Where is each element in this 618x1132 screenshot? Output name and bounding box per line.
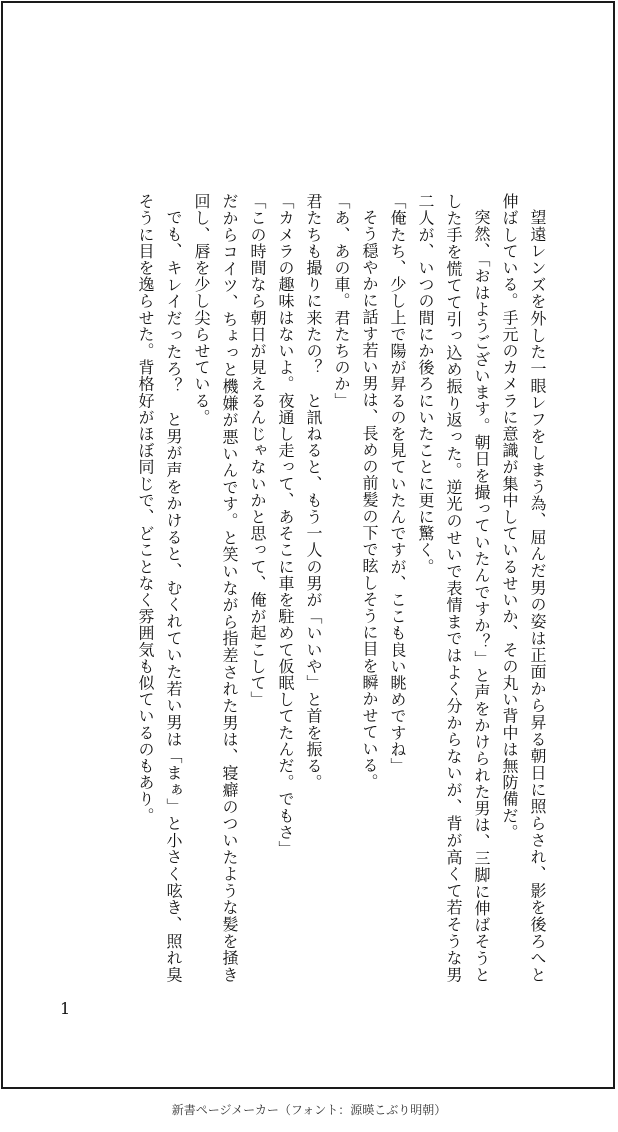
book-page [1, 1, 615, 1089]
footer-caption: 新書ページメーカー（フォント：源暎こぶり明朝） [171, 1103, 447, 1117]
dialogue-paragraph: 「俺たち、少し上で陽が昇るのを見ていたんですが、ここも良い眺めですね」 [388, 193, 407, 774]
paragraph: だからコイツ、ちょっと機嫌が悪いんです。と笑いながら指差された男は、寝癖のついたような髪を掻き回し、唇を少し尖らせている。 [192, 193, 239, 983]
dialogue-paragraph: 「カメラの趣味はないよ。夜通し走って、あそこに車を駐めて仮眠してたんだ。でもさ」 [276, 193, 295, 857]
page-number: 1 [60, 999, 71, 1018]
dialogue-paragraph: 「あ、あの車。君たちのか」 [332, 193, 351, 409]
paragraph: 君たちも撮りに来たの？ と訊ねると、もう一人の男が「いいや」と首を振る。 [304, 193, 323, 791]
paragraph: でも、キレイだったろ？ と男が声をかけると、むくれていた若い男は「まぁ」と小さく呟き、照れ臭そうに目を逸らせた。背格好がほぼ同じで、どことなく雰囲気も似ているのもあり。 [136, 193, 183, 983]
paragraph: そう穏やかに話す若い男は、長めの前髪の下で眩しそうに目を瞬かせている。 [360, 209, 379, 790]
paragraph: 突然、「おはようございます。朝日を撮っていたんですか？」と声をかけられた男は、三脚に伸ばそうとした手を慌てて引っ込め振り返った。逆光のせいで表情まではよく分からないが、背が高くて若そうな男二人が、いつの間にか後ろにいたことに更に驚く。 [416, 193, 491, 983]
dialogue-paragraph: 「この時間なら朝日が見えるんじゃないかと思って、俺が起こして」 [248, 193, 267, 708]
paragraph: 望遠レンズを外した一眼レフをしまう為、屈んだ男の姿は正面から昇る朝日に照らされ、影を後ろへと伸ばしている。手元のカメラに意識が集中しているせいか、その丸い背中は無防備だ。 [500, 193, 547, 983]
vertical-body-text [61, 193, 551, 983]
